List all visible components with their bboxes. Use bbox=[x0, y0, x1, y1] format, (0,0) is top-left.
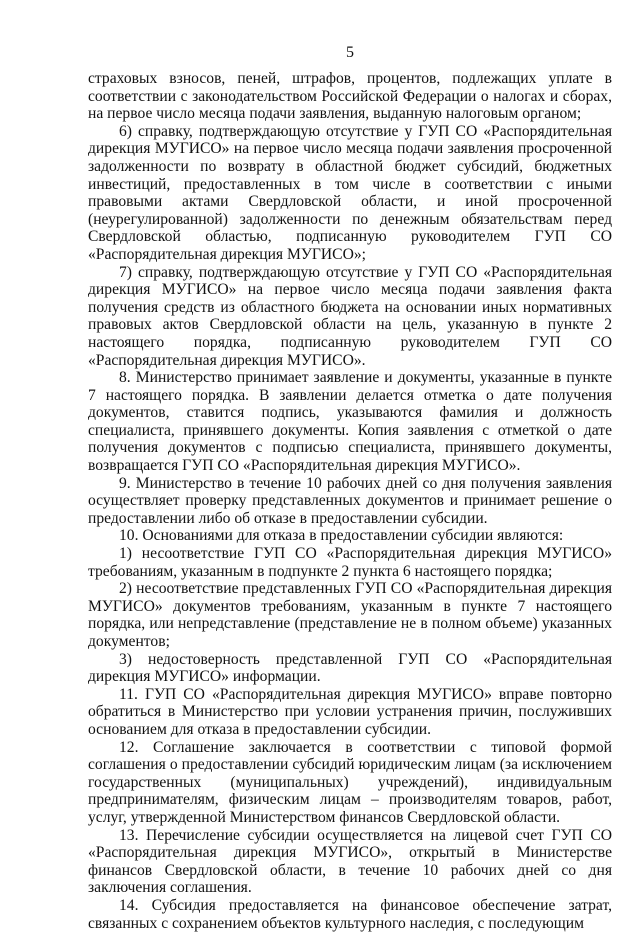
paragraph-item-6: 6) справку, подтверждающую отсутствие у ГУП СО «Распорядительная дирекция МУГИСО» на первое число месяца подачи заявления просроченной задолженности по возврату в областной бюджет субсидий, бюджетных инвестиций, предоставленных в том числе в соответствии с иными правовыми актами Свердловской области, и иной просроченной (неурегулированной) задолженности по денежным обязательствам перед Свердловской областью, подписанную руководителем ГУП СО «Распорядительная дирекция МУГИСО»; bbox=[88, 122, 612, 263]
paragraph-refusal-3: 3) недостоверность представленной ГУП СО «Распорядительная дирекция МУГИСО» информации. bbox=[88, 650, 612, 686]
paragraph-clause-11: 11. ГУП СО «Распорядительная дирекция МУГИСО» вправе повторно обратиться в Министерство при условии устранения причин, послуживших основанием для отказа в предоставлении субсидии. bbox=[88, 685, 612, 738]
paragraph-item-7: 7) справку, подтверждающую отсутствие у ГУП СО «Распорядительная дирекция МУГИСО» на первое число месяца подачи заявления факта получения средств из областного бюджета на основании иных нормативных правовых актов Свердловской области на цель, указанную в пункте 2 настоящего порядка, подписанную руководителем ГУП СО «Распорядительная дирекция МУГИСО». bbox=[88, 263, 612, 369]
paragraph-refusal-2: 2) несоответствие представленных ГУП СО «Распорядительная дирекция МУГИСО» документов требованиям, указанным в пункте 7 настоящего порядка, или непредставление (представление не в полном объеме) указанных документов; bbox=[88, 580, 612, 650]
paragraph-clause-14: 14. Субсидия предоставляется на финансовое обеспечение затрат, связанных с сохранением объектов культурного наследия, с последующим bbox=[88, 896, 612, 932]
paragraph-clause-10: 10. Основаниями для отказа в предоставлении субсидии являются: bbox=[119, 527, 564, 545]
paragraph-clause-9: 9. Министерство в течение 10 рабочих дней со дня получения заявления осуществляет проверку представленных документов и принимает решение о предоставлении либо об отказе в предоставлении субсидии. bbox=[88, 474, 612, 527]
paragraph-clause-12: 12. Соглашение заключается в соответствии с типовой формой соглашения о предоставлении субсидий юридическим лицам (за исключением государственных (муниципальных) учреждений), индивидуальным предпринимателям, физическим лицам – производителям товаров, работ, услуг, утвержденной Министерством финансов Свердловской области. bbox=[88, 738, 612, 826]
paragraph-clause-8: 8. Министерство принимает заявление и документы, указанные в пункте 7 настоящего порядка. В заявлении делается отметка о дате получения документов, ставится подпись, указываются фамилия и должность специалиста, принявшего документы. Копия заявления с отметкой о дате получения документов с подписью специалиста, принявшего документы, возвращается ГУП СО «Распорядительная дирекция МУГИСО». bbox=[88, 369, 612, 475]
paragraph-refusal-1: 1) несоответствие ГУП СО «Распорядительная дирекция МУГИСО» требованиям, указанным в подпункте 2 пункта 6 настоящего порядка; bbox=[88, 545, 612, 580]
document-page bbox=[88, 0, 612, 932]
paragraph-continuation: страховых взносов, пеней, штрафов, процентов, подлежащих уплате в соответствии с законодательством Российской Федерации о налогах и сборах, на первое число месяца подачи заявления, выданную налоговым органом; bbox=[88, 70, 612, 123]
page-number: 5 bbox=[346, 44, 354, 61]
paragraph-clause-13: 13. Перечисление субсидии осуществляется на лицевой счет ГУП СО «Распорядительная дирекция МУГИСО», открытый в Министерстве финансов Свердловской области, в течение 10 рабочих дней со дня заключения соглашения. bbox=[88, 826, 612, 897]
